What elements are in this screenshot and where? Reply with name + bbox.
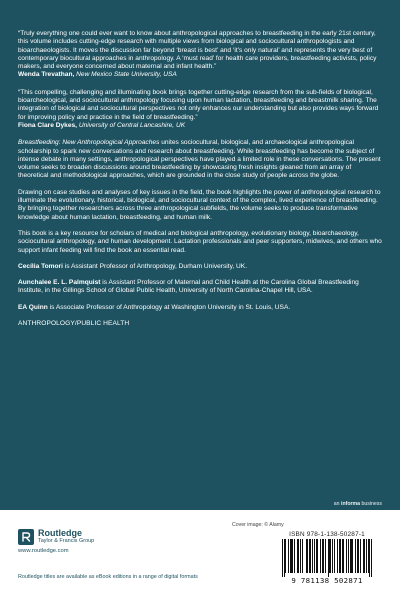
ebook-footnote: Routledge titles are available as eBook editions in a range of digital formats	[18, 574, 198, 580]
quote-text: “Truly everything one could ever want to know about anthropological approaches to breastfeeding in the early 21st century, this volume includes cutting-edge research with multiple views from biological and sociocultural anthropologists and bioarchaeologists. It moves the discussion far beyond ‘breast is best’ and ‘it’s only natural’ and represents the very best of contemporary biocultural approaches in anthropology. A ‘must read’ for health care providers, breastfeeding activists, policy makers, and everyone concerned about maternal and infant health.”	[18, 30, 377, 71]
editor-name: Cecília Tomori	[18, 262, 63, 270]
informa-suffix: business	[361, 501, 382, 507]
quote-affiliation: University of Central Lancashire, UK	[78, 121, 186, 129]
description-paragraph: This book is a key resource for scholars of medical and biological anthropology, evolutionary biology, bioarchaeology, sociocultural anthropology, and human development. Lactation professionals and peer supporters, midwives, and others who support infant feeding will find the book an essential read.	[18, 229, 382, 254]
quote-attribution	[18, 122, 382, 130]
endorsement-quote	[18, 89, 382, 130]
routledge-mark-icon	[18, 529, 34, 545]
routledge-wordmark	[38, 529, 94, 545]
editor-name: EA Quinn	[18, 303, 48, 311]
subject-category: ANTHROPOLOGY/PUBLIC HEALTH	[18, 320, 130, 328]
editor-bio	[18, 304, 382, 312]
quote-author: Wenda Trevathan,	[18, 71, 75, 79]
editor-bio-text: is Assistant Professor of Anthropology, Durham University, UK.	[62, 262, 248, 270]
publisher-band	[0, 501, 400, 600]
routledge-logo	[18, 529, 94, 545]
description-text: unites sociocultural, biological, and archaeological anthropological scholarship to spark new conversations and research about breastfeeding. While breastfeeding has become the subject of intense debate in many settings, anthropological perspectives have played a limited role in these conversations. The present volume seeks to broaden discussions around breastfeeding by showcasing fresh insights gleaned from an array of theoretical and methodological approaches, which are grounded in the close study of people across the globe.	[18, 139, 381, 180]
publisher-url[interactable]: www.routledge.com	[18, 548, 69, 554]
quote-author: Fiona Clare Dykes,	[18, 121, 78, 129]
informa-brand: informa	[341, 501, 361, 507]
ean-digits: 9 781138 502871	[291, 576, 363, 585]
isbn-label: ISBN 978-1-138-50287-1	[289, 531, 365, 538]
editor-bio-text: is Associate Professor of Anthropology at Washington University in St. Louis, USA.	[47, 303, 291, 311]
publisher-group: Taylor & Francis Group	[38, 538, 95, 544]
description-paragraph	[18, 139, 382, 180]
publisher-name: Routledge	[38, 528, 82, 538]
back-cover-text	[18, 30, 382, 328]
quote-text: “This compelling, challenging and illuminating book brings together cutting-edge research from the sub-fields of biological, bioarcheological, and sociocultural anthropology focusing upon human lactation, breastfeeding and breastmilk sharing. The integration of biological and sociocultural perspectives not only enhances our understanding but also provides ways forward for improving policy and practice in the field of breastfeeding.”	[18, 88, 379, 121]
quote-attribution	[18, 71, 382, 79]
editor-bio-text: is Assistant Professor of Maternal and Child Health at the Carolina Global Breastfeeding Institute, in the Gillings School of Global Public Health, University of North Carolina-Chapel Hill, USA.	[18, 279, 359, 295]
barcode-icon	[281, 539, 373, 577]
book-title-inline: Breastfeeding: New Anthropological Approaches	[18, 139, 160, 147]
editor-bio	[18, 279, 382, 296]
editor-bio	[18, 263, 382, 271]
description-paragraph: Drawing on case studies and analyses of key issues in the field, the book highlights the power of anthropological research to illuminate the evolutionary, historical, biological, and sociocultural context of the complex, lived experience of breastfeeding. By bringing together researchers across three anthropological subfields, the volume seeks to produce transformative knowledge about human lactation, breastfeeding, and human milk.	[18, 188, 381, 221]
isbn-barcode	[272, 530, 382, 590]
endorsement-quote	[18, 30, 382, 80]
informa-prefix: an	[333, 501, 340, 507]
cover-credit: Cover image: © Alamy	[232, 522, 284, 528]
editor-name: Aunchalee E. L. Palmquist	[18, 279, 101, 287]
quote-affiliation: New Mexico State University, USA	[76, 71, 177, 79]
informa-business-label	[334, 501, 382, 507]
